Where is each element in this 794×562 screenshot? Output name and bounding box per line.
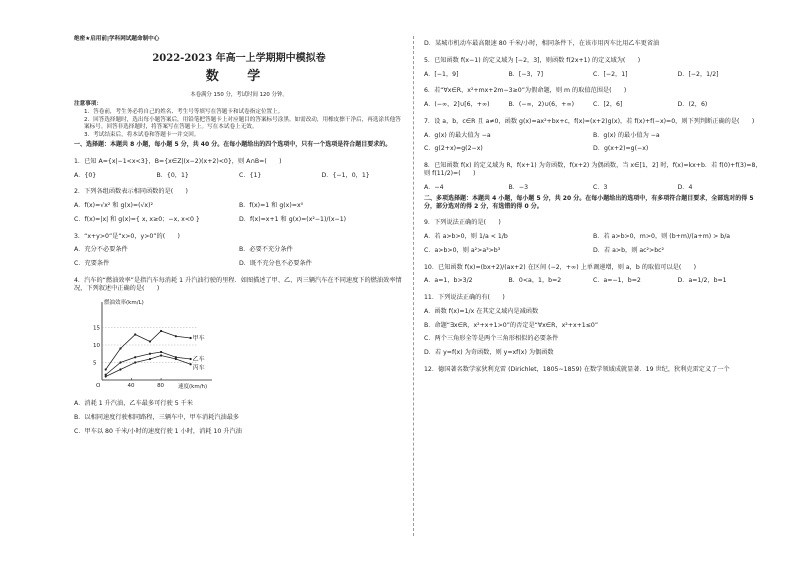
section-multi-choice: 二、多项选择题：本题共 4 小题，每小题 5 分，共 20 分。在每小题给出的选项中，有多项符合题目要求，全部选对的得 5 分，部分选对的得 2 分，有选错的得 0 分。 [424, 195, 754, 210]
question-stem: 5．已知函数 f(x−1) 的定义域为 [−2，3]，则函数 f(2x+1) 的定义域为( ) [424, 56, 641, 64]
option-b: B．0<a，1，b=2 [508, 277, 562, 285]
option-d: D．既不充分也不必要条件 [239, 260, 312, 268]
options [424, 277, 762, 285]
y-tick-label: 10 [93, 343, 100, 350]
question-2 [74, 188, 404, 223]
option-c: C．a>b>0，则 a²>a³>b³ [424, 246, 501, 254]
x-axis-label: 速度(km/h) [178, 384, 208, 391]
option-c: C．f(x)=|x| 和 g(x)={ x, x≥0；−x, x<0 } [74, 215, 200, 223]
question-stem: 3．“x+y>0”是“x>0，y>0”的( ) [74, 232, 180, 240]
data-point [160, 330, 162, 332]
question-stem: 1．已知 A={x|−1<x<3}，B={x∈Z|(x−2)(x+2)<0}，则 A∩B=( ) [74, 157, 282, 165]
data-point [134, 357, 136, 359]
options [424, 101, 762, 109]
question-4-option-d: D．某城市机动车最高限速 80 千米/小时，相同条件下，在该市用丙车比用乙车更省油 [424, 40, 660, 47]
series-line [106, 352, 191, 375]
option-c: C．{1} [239, 171, 262, 179]
data-point [190, 364, 192, 366]
option-a: A．−4 [424, 183, 444, 191]
instructions [74, 101, 404, 139]
option-b: B．{0，1} [156, 171, 189, 179]
question-5 [424, 57, 762, 79]
question-stem: 12．德国著名数学家狄利克雷 (Dirichlet，1805∼1859) 在数学领域成就显著．19 世纪，狄利克雷定义了一个 [424, 365, 730, 373]
options-row [74, 202, 404, 210]
data-point [160, 351, 162, 353]
option-a: A．充分不必要条件 [74, 246, 128, 254]
option-a: A．a=1，b>3/2 [424, 277, 473, 285]
options-row [424, 145, 762, 153]
data-point [134, 362, 136, 364]
question-stem: 10．已知函数 f(x)=(bx+2)/(ax+2) 在区间 (−2，+∞) 上单调递增，则 a，b 的取值可以是( ) [424, 263, 697, 271]
data-point [119, 362, 121, 364]
data-point [190, 358, 192, 360]
option-d: D．4 [677, 183, 693, 191]
x-tick-label: 40 [127, 383, 135, 390]
question-stem: 9．下列说法正确的是( ) [424, 219, 501, 227]
question-4 [74, 277, 404, 436]
option-c: C．甲车以 80 千米/小时的速度行驶 1 小时，消耗 10 升汽油 [74, 427, 242, 435]
option-b: B．−3 [508, 183, 529, 191]
x-tick-label: 80 [157, 383, 165, 390]
option-b: B．f(x)=1 和 g(x)=x⁰ [239, 202, 304, 210]
option-d: D．f(x)=x+1 和 g(x)=(x²−1)/(x−1) [239, 215, 347, 223]
data-point [160, 355, 162, 357]
series-line [106, 356, 191, 377]
instruction-item: 2．回答选择题时，选出每小题答案后，用铅笔把答题卡上对应题目的答案标号涂黑。如需改动，用橡皮擦干净后，再选涂其他答案标号。回答非选择题时，将答案写在答题卡上。写在本试卷上无效。 [84, 117, 401, 131]
series-label: 甲车 [192, 335, 205, 343]
fuel-efficiency-chart [88, 296, 404, 394]
options-row [74, 260, 404, 268]
series-label: 乙车 [192, 356, 205, 364]
option-d: D．若 a>b，则 ac²>bc² [593, 246, 665, 254]
option-a: A．函数 f(x)=1/x 在其定义域内是减函数 [424, 307, 539, 315]
chart-marks [105, 330, 205, 378]
question-9 [424, 219, 762, 254]
option-a: A．消耗 1 升汽油，乙车最多可行驶 5 千米 [74, 400, 193, 408]
option-b: B．若 a>b>0，m>0，则 (b+m)/(a+m) > b/a [593, 233, 731, 240]
option-a: A．[−1，9] [424, 70, 459, 78]
x-tick-label: O [96, 383, 101, 390]
question-3 [74, 233, 404, 268]
option-a: A．若 a>b>0，则 1/a < 1/b [424, 233, 508, 240]
column-divider [413, 36, 414, 536]
data-point [149, 341, 151, 343]
option-d: D．(2，6) [677, 101, 708, 108]
instruction-item: 3．考试结束后，将本试卷和答题卡一并交回。 [84, 132, 200, 139]
options [74, 172, 404, 180]
option-c: C．两个三角形全等是两个三角形相似的必要条件 [424, 335, 559, 343]
instruction-item: 1．答卷前，考生务必将自己的姓名、考生号等填写在答题卡和试卷指定位置上。 [84, 109, 284, 116]
chart-axes [93, 298, 212, 390]
options-row [424, 132, 762, 140]
question-12 [424, 366, 762, 374]
option-a: A．f(x)=√x² 和 g(x)=(√x)² [74, 202, 153, 210]
option-b: B．必要不充分条件 [239, 246, 293, 254]
data-point [190, 337, 192, 339]
option-d: D．a=1/2，b=1 [677, 277, 727, 285]
options-row [74, 246, 404, 254]
option-a: A．g(x) 的最大值为 −a [424, 131, 491, 139]
data-point [105, 376, 107, 378]
option-d: D．{−1，0，1} [321, 171, 370, 179]
question-11 [424, 294, 762, 357]
question-stem: 6．若“∀x∈R，x²+mx+2m−3≥0”为假命题，则 m 的取值范围是( ) [424, 87, 627, 95]
option-b: B．以相同速度行驶相同路程，三辆车中，甲车消耗汽油最多 [74, 414, 240, 422]
question-stem: 7．设 a，b，c∈R 且 a≠0，函数 g(x)=ax²+bx+c，f(x)=(x+2)g(x)，若 f(x)+f(−x)=0，则下列判断正确的是( ) [424, 117, 755, 125]
series-label: 丙车 [192, 364, 205, 372]
y-tick-label: 15 [93, 325, 100, 332]
y-tick-label: 5 [93, 360, 97, 367]
question-stem: 2．下列各组函数表示相同函数的是( ) [74, 188, 188, 196]
question-6 [424, 87, 762, 109]
question-8 [424, 162, 762, 191]
data-point [149, 353, 151, 355]
data-point [119, 369, 121, 371]
option-c: C．g(2+x)=g(2−x) [424, 145, 483, 153]
option-d: D．g(x+2)=g(−x) [593, 145, 649, 153]
left-column [74, 36, 404, 436]
confidential-banner: 绝密★启用前|学科网试题命制中心 [74, 36, 160, 42]
y-axis-label: 燃油效率(km/L) [104, 300, 144, 307]
option-c: C．充要条件 [74, 260, 110, 268]
options [424, 71, 762, 79]
data-point [105, 369, 107, 371]
option-a: A．{0} [74, 171, 97, 179]
option-b: B．[−3，7] [508, 70, 544, 78]
option-c: C．3 [593, 183, 608, 191]
question-stem: 4．汽车的“燃油效率”是指汽车每消耗 1 升汽油行驶的里程．如图描述了甲、乙、丙三辆汽车在不同速度下的燃油效率情况，下列叙述中正确的是( ) [74, 276, 402, 292]
instructions-heading: 注意事项： [74, 101, 102, 108]
option-c: C．a=−1，b=2 [593, 277, 641, 285]
score-time-info: 本卷满分 150 分，考试时间 120 分钟。 [190, 91, 288, 98]
question-stem: 8．已知函数 f(x) 的定义域为 R，f(x+1) 为奇函数，f(x+2) 为偶函数，当 x∈[1，2] 时，f(x)=kx+b．若 f(0)+f(3)=8，则 f(11/2)=( ) [424, 162, 762, 177]
options-row [424, 247, 762, 255]
option-b: B．命题“∃x∈R，x²+x+1>0”的否定是“∀x∈R，x²+x+1≤0” [424, 321, 599, 329]
options-row [424, 233, 762, 241]
option-d: D．若 y=f(x) 为奇函数，则 y=xf(x) 为偶函数 [424, 349, 554, 356]
option-b: B．g(x) 的最小值为 −a [593, 131, 660, 139]
options [424, 184, 762, 192]
option-c: C．[−2，1] [593, 70, 628, 78]
question-1 [74, 158, 404, 180]
data-point [149, 358, 151, 360]
question-7 [424, 118, 762, 153]
options-row [74, 216, 404, 224]
question-10 [424, 264, 762, 286]
option-a: A．(−∞，2]∪[6，+∞) [424, 101, 490, 108]
data-point [175, 336, 177, 338]
section-single-choice: 一、选择题：本题共 8 小题，每小题 5 分，共 40 分。在每小题给出的四个选项中，只有一个选项是符合题目要求的。 [74, 141, 392, 149]
option-c: C．[2，6] [593, 101, 623, 108]
option-d: D．[−2，1/2] [677, 70, 719, 78]
subject-title: 数 学 [205, 69, 273, 85]
option-b: B．(−∞，2)∪(6，+∞) [508, 101, 575, 108]
right-column [424, 36, 762, 374]
data-point [134, 334, 136, 336]
data-point [175, 358, 177, 360]
question-stem: 11．下列说法正确的有( ) [424, 294, 505, 301]
exam-title: 2022-2023 年高一上学期期中模拟卷 [152, 52, 326, 64]
chart-svg [88, 296, 238, 394]
data-point [119, 348, 121, 350]
